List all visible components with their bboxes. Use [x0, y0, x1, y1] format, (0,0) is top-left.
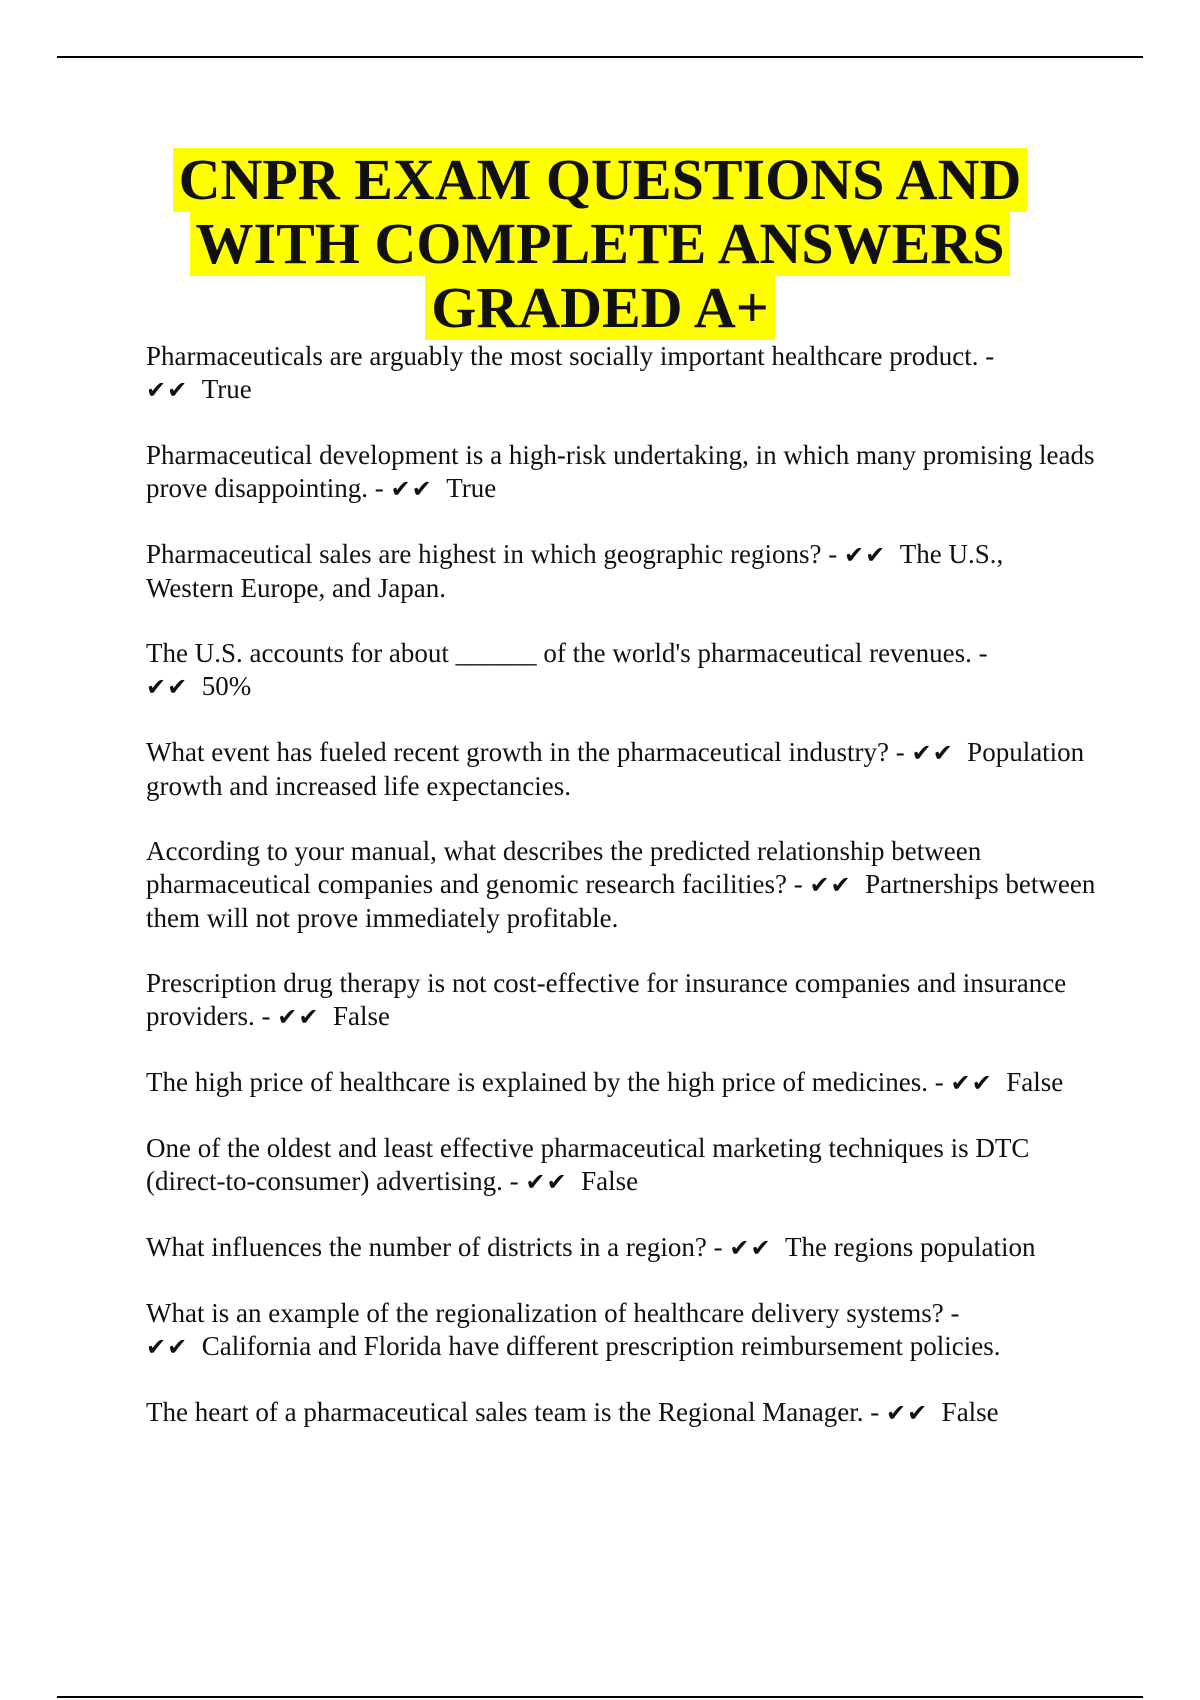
answer-text: The U.S., Western Europe, and Japan.: [146, 539, 1004, 603]
double-check-icon: ✔✔: [146, 1333, 189, 1361]
separator-dash: -: [254, 1001, 278, 1031]
answer-text: Partnerships between them will not prove immediately profitable.: [146, 869, 1096, 933]
answer-text: False: [1006, 1067, 1064, 1097]
separator-dash: -: [821, 539, 845, 569]
question-text: One of the oldest and least effective pharmaceutical marketing techniques is DTC (direct-to-consumer) advertising.: [146, 1133, 1030, 1196]
qa-item: [146, 340, 1096, 407]
answer-text: False: [581, 1166, 639, 1196]
title-line-3: GRADED A+: [425, 276, 775, 340]
qa-item: [146, 1231, 1096, 1265]
separator-dash: -: [367, 473, 391, 503]
double-check-icon: ✔✔: [146, 376, 189, 404]
question-text: Pharmaceuticals are arguably the most socially important healthcare product.: [146, 341, 979, 371]
answer-text: California and Florida have different prescription reimbursement policies.: [201, 1331, 1001, 1361]
qa-item: [146, 637, 1096, 704]
answer-text: 50%: [201, 671, 252, 701]
document-title: [60, 148, 1140, 340]
separator-dash: -: [971, 638, 988, 668]
qa-item: [146, 1297, 1096, 1364]
answer-text: False: [332, 1001, 390, 1031]
separator-dash: -: [943, 1298, 960, 1328]
bottom-rule: [57, 1696, 1143, 1698]
double-check-icon: ✔✔: [885, 1399, 929, 1427]
qa-item: [146, 1132, 1096, 1199]
title-line-1: CNPR EXAM QUESTIONS AND: [173, 148, 1028, 212]
double-check-icon: ✔✔: [525, 1168, 568, 1196]
double-check-icon: ✔✔: [911, 739, 954, 767]
answer-text: The regions population: [785, 1232, 1036, 1262]
question-text: The heart of a pharmaceutical sales team is the Regional Manager.: [146, 1397, 864, 1427]
double-check-icon: ✔✔: [146, 673, 189, 701]
question-text: Prescription drug therapy is not cost-effective for insurance companies and insurance providers.: [146, 968, 1067, 1031]
question-text: The U.S. accounts for about ______ of the world's pharmaceutical revenues.: [146, 638, 972, 668]
double-check-icon: ✔✔: [809, 871, 852, 899]
top-rule: [57, 56, 1143, 58]
separator-dash: -: [978, 341, 995, 371]
qa-item: [146, 736, 1096, 803]
question-text: What event has fueled recent growth in the pharmaceutical industry?: [146, 737, 889, 767]
separator-dash: -: [863, 1397, 886, 1427]
title-line-2: WITH COMPLETE ANSWERS: [190, 212, 1011, 276]
qa-item: [146, 835, 1096, 935]
question-text: Pharmaceutical development is a high-risk undertaking, in which many promising leads prove disappointing.: [146, 440, 1095, 503]
answer-text: True: [446, 473, 497, 503]
qa-list: [146, 340, 1096, 1462]
qa-item: [146, 538, 1096, 605]
qa-item: [146, 1066, 1096, 1100]
double-check-icon: ✔✔: [950, 1069, 993, 1097]
answer-text: False: [941, 1397, 999, 1427]
qa-item: [146, 439, 1096, 506]
separator-dash: -: [786, 869, 810, 899]
question-text: The high price of healthcare is explained by the high price of medicines.: [146, 1067, 928, 1097]
answer-text: True: [201, 374, 252, 404]
separator-dash: -: [502, 1166, 526, 1196]
separator-dash: -: [888, 737, 912, 767]
qa-item: [146, 967, 1096, 1034]
double-check-icon: ✔✔: [277, 1003, 320, 1031]
double-check-icon: ✔✔: [844, 541, 887, 569]
qa-item: [146, 1396, 1096, 1430]
question-text: According to your manual, what describes the predicted relationship between pharmaceutical companies and genomic research facilities?: [146, 836, 982, 899]
question-text: What is an example of the regionalization of healthcare delivery systems?: [146, 1298, 944, 1328]
question-text: Pharmaceutical sales are highest in which geographic regions?: [146, 539, 822, 569]
double-check-icon: ✔✔: [729, 1234, 772, 1262]
separator-dash: -: [927, 1067, 951, 1097]
separator-dash: -: [706, 1232, 730, 1262]
answer-text: Population growth and increased life expectancies.: [146, 737, 1085, 801]
double-check-icon: ✔✔: [390, 475, 433, 503]
question-text: What influences the number of districts in a region?: [146, 1232, 707, 1262]
